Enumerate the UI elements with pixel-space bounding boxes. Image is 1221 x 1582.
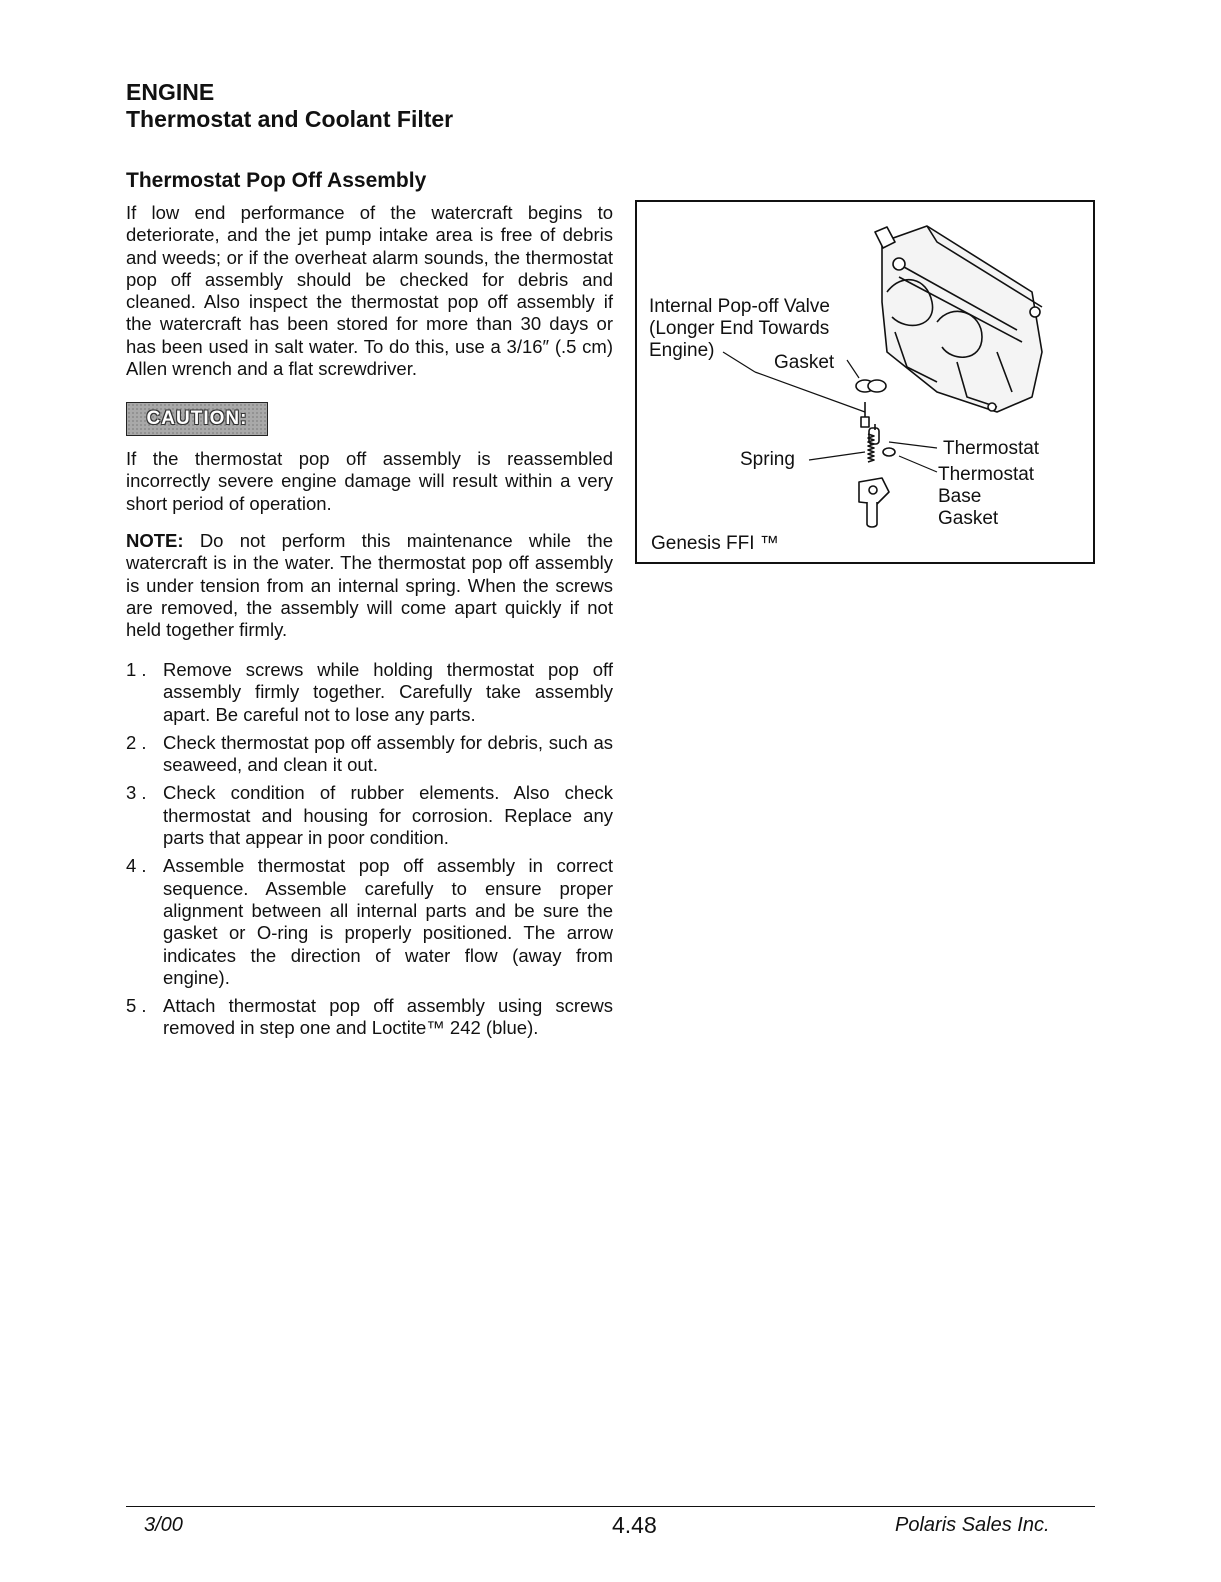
step-number: 4 . [126, 855, 147, 877]
caution-badge [126, 402, 268, 436]
label-gasket: Gasket [774, 352, 835, 373]
procedure-title: Thermostat Pop Off Assembly [126, 169, 427, 192]
footer-date: 3/00 [144, 1514, 183, 1536]
note-label: NOTE: [126, 530, 184, 551]
page-subtitle: Thermostat and Coolant Filter [126, 106, 454, 132]
note-paragraph [126, 530, 613, 641]
list-item [126, 732, 613, 777]
label-base-line3: Gasket [938, 508, 999, 529]
label-base-line1: Thermostat [938, 464, 1035, 485]
step-number: 1 . [126, 659, 147, 680]
thermostat-diagram-figure [635, 200, 1095, 564]
list-item [126, 855, 613, 989]
list-item [126, 659, 613, 726]
step-number: 2 . [126, 731, 147, 753]
step-text: Attach thermostat pop off assembly using screws removed in step one and Loctite™ 242 (blue). [163, 995, 613, 1039]
page-number: 4.48 [612, 1512, 657, 1538]
list-item [126, 782, 613, 849]
step-text: Remove screws while holding thermostat pop off assembly firmly together. Carefully take assembly apart. Be careful not to lose any parts. [163, 659, 613, 725]
label-thermostat: Thermostat [943, 438, 1040, 459]
list-item [126, 995, 613, 1040]
caution-paragraph: If the thermostat pop off assembly is reassembled incorrectly severe engine damage will result within a very short period of operation. [126, 448, 613, 514]
label-valve-line2: (Longer End Towards [649, 318, 830, 339]
footer-company: Polaris Sales Inc. [895, 1514, 1050, 1536]
intro-paragraph: If low end performance of the watercraft begins to deteriorate, and the jet pump intake area is free of debris and weeds; or if the overheat alarm sounds, the thermostat pop off assembly should be checked for debris and cleaned. Also inspect the thermostat pop off assembly if the watercraft has been stored for more than 30 days or has been used in salt water. To do this, use a 3/16″ (.5 cm) Allen wrench and a flat screwdriver. [126, 202, 613, 380]
step-number: 3 . [126, 782, 147, 804]
label-valve-line1: Internal Pop-off Valve [649, 296, 830, 317]
step-text: Check condition of rubber elements. Also check thermostat and housing for corrosion. Replace any parts that appear in poor condition. [163, 782, 613, 849]
caution-label: CAUTION: [146, 408, 248, 429]
steps-list [126, 659, 613, 1046]
label-spring: Spring [740, 449, 795, 470]
step-number: 5 . [126, 995, 147, 1017]
label-base-line2: Base [938, 486, 982, 507]
section-title: ENGINE [126, 79, 215, 105]
footer-divider [126, 1506, 1095, 1507]
note-text: Do not perform this maintenance while the watercraft is in the water. The thermostat pop off assembly is under tension from an internal spring. When the screws are removed, the assembly will come apart quickly if not held together firmly. [126, 530, 613, 641]
step-text: Check thermostat pop off assembly for debris, such as seaweed, and clean it out. [163, 731, 613, 776]
label-model: Genesis FFI ™ [651, 533, 779, 554]
engine-exploded-illustration [637, 202, 1093, 562]
step-text: Assemble thermostat pop off assembly in correct sequence. Assemble carefully to ensure proper alignment between all internal parts and be sure the gasket or O-ring is properly positioned. The arrow indicates the direction of water flow (away from engine). [163, 855, 613, 988]
label-valve-line3: Engine) [649, 340, 715, 361]
